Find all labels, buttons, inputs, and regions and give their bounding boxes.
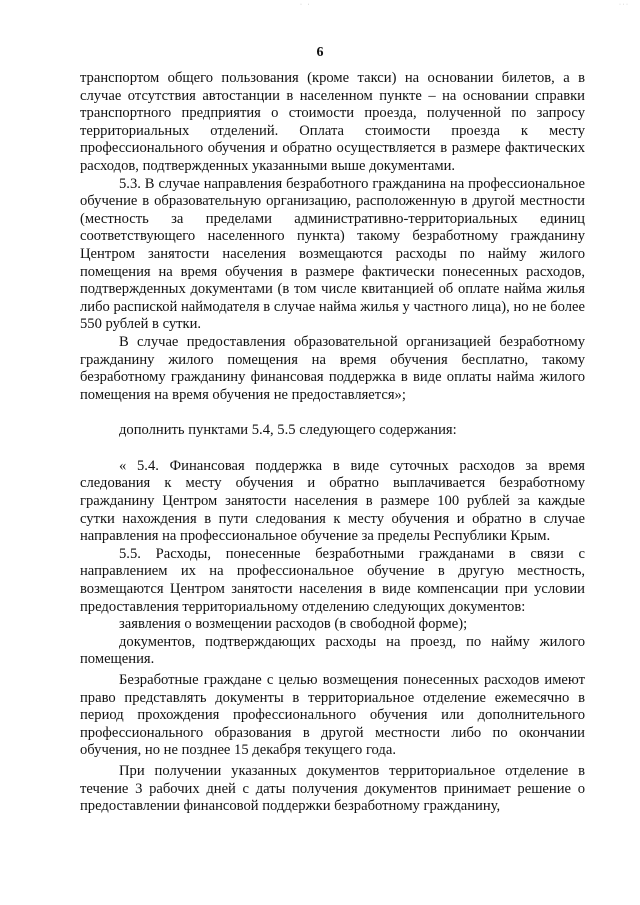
page-number: 6	[316, 45, 324, 60]
list-item-application: заявления о возмещении расходов (в свободной форме);	[119, 616, 468, 633]
paragraph-5-4: « 5.4. Финансовая поддержка в виде суточных расходов за время следования к месту обучения и обратно выплачивается безработному гражданину Центром занятости населения в размере 100 рублей за каждые сутки нахождения в пути следования к месту обучения и обратно в случае направления на профессиональное обучение за пределы Республики Крым.	[80, 457, 585, 545]
scan-artifact: · ·	[300, 2, 312, 8]
paragraph-decision-term: При получении указанных документов территориальное отделение в течение 3 рабочих дней с даты получения документов принимает решение о предоставлении финансовой поддержки безработному гражданину,	[80, 762, 585, 815]
paragraph-amendment-intro: дополнить пунктами 5.4, 5.5 следующего содержания:	[119, 422, 457, 439]
document-body	[80, 70, 585, 816]
list-item-expense-documents: документов, подтверждающих расходы на проезд, по найму жилого помещения.	[80, 633, 585, 668]
paragraph-5-5: 5.5. Расходы, понесенные безработными гражданами в связи с направлением их на профессиональное обучение в другую местность, возмещаются Центром занятости населения в виде компенсации при условии предоставления территориальному отделению следующих документов:	[80, 545, 585, 615]
paragraph-5-3: 5.3. В случае направления безработного гражданина на профессиональное обучение в образовательную организацию, расположенную в другой местности (местность за пределами административно-территориальных единиц соответствующего населенного пункта) такому безработному гражданину Центром занятости населения возмещаются расходы по найму жилого помещения на время обучения в размере фактически понесенных расходов, подтвержденных документами (в том числе квитанцией об оплате найма жилья либо распиской наймодателя в случае найма жилья у частного лица), но не более 550 рублей в сутки.	[80, 175, 585, 333]
scan-artifact-right: · · ·	[619, 2, 628, 8]
paragraph-transport-continuation: транспортом общего пользования (кроме такси) на основании билетов, а в случае отсутствия автостанции в населенном пункте – на основании справки транспортного предприятия о стоимости проезда, полученной по запросу территориальных отделений. Оплата стоимости проезда к месту профессионального обучения и обратно осуществляется в размере фактических расходов, подтвержденных указанными выше документами.	[80, 70, 585, 174]
paragraph-submission-deadline: Безработные граждане с целью возмещения понесенных расходов имеют право представлять документы в территориальное отделение ежемесячно в период прохождения профессионального обучения или дополнительного профессионального образования в другой местности либо по окончании обучения, но не позднее 15 декабря текущего года.	[80, 672, 585, 759]
paragraph-free-housing: В случае предоставления образовательной организацией безработному гражданину жилого помещения на время обучения бесплатно, такому безработному гражданину финансовая поддержка в виде оплаты найма жилого помещения на время обучения не предоставляется»;	[80, 333, 585, 403]
